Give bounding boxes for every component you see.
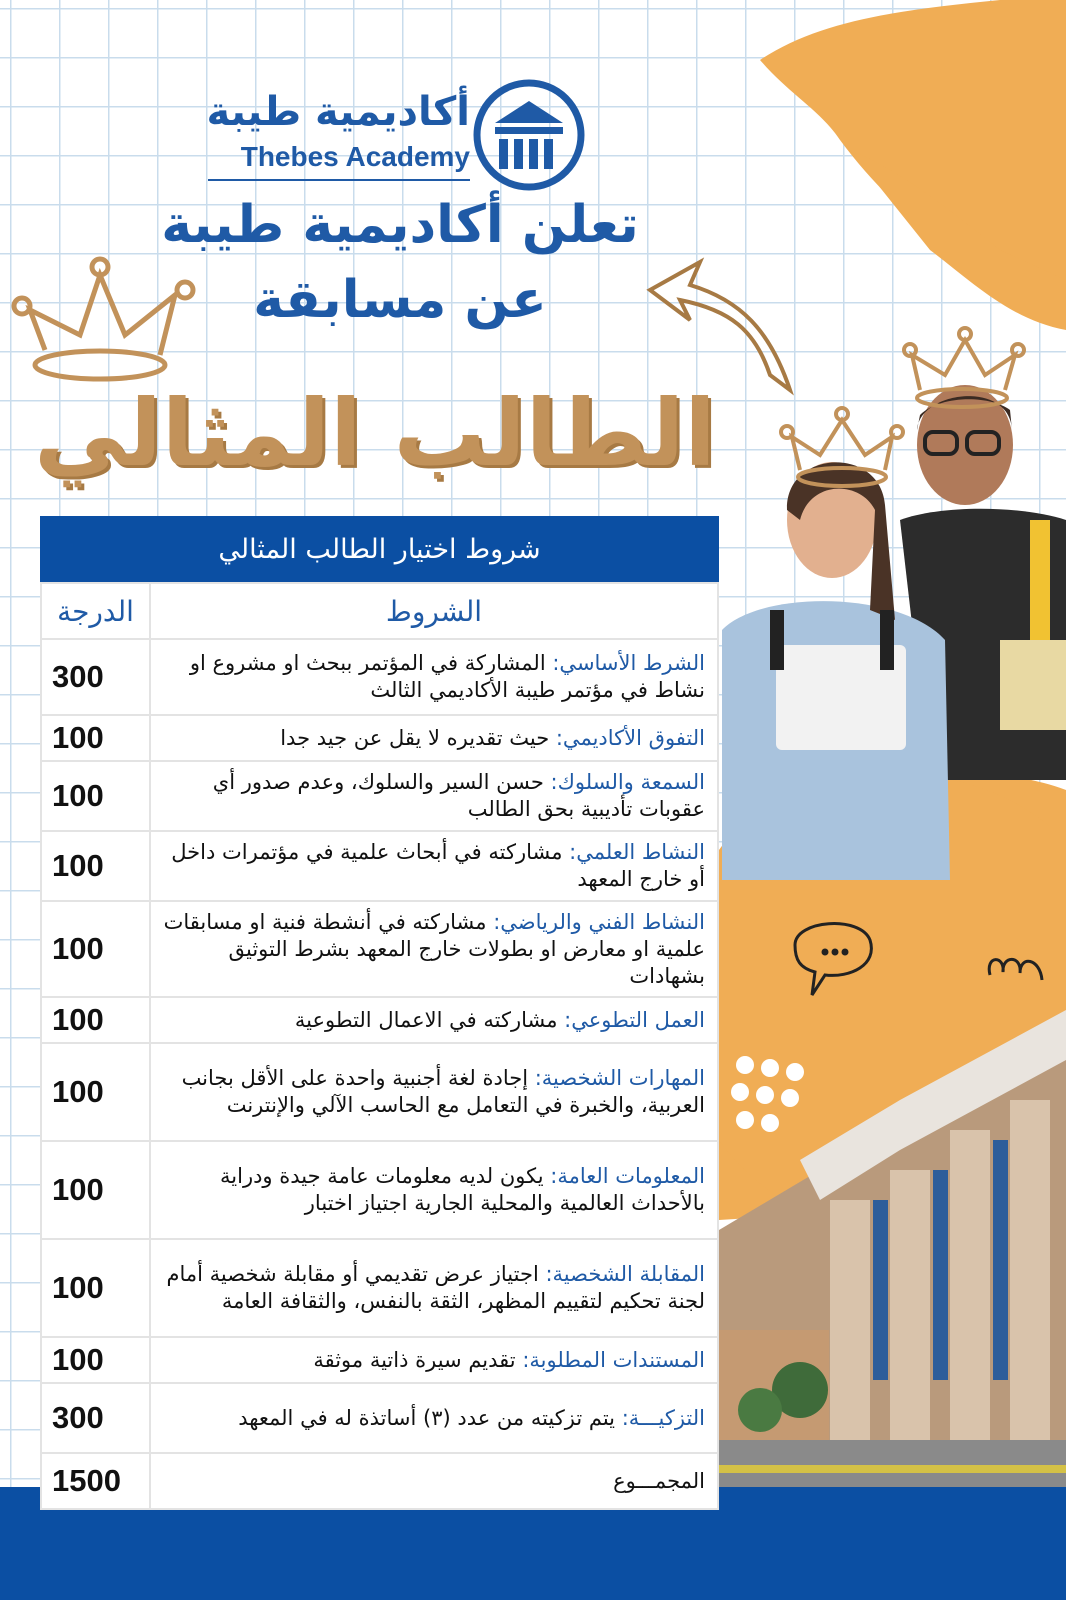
- logo-name-arabic: أكاديمية طيبة: [206, 89, 470, 135]
- table-row: [41, 1239, 718, 1337]
- condition-text: إجادة لغة أجنبية واحدة على الأقل بجانب العربية، والخبرة في التعامل مع الحاسب الآلي والإنترنت: [181, 1066, 705, 1117]
- headline-line-2: عن مسابقة: [253, 270, 547, 330]
- condition-label: المقابلة الشخصية:: [545, 1262, 705, 1286]
- score-cell: 100: [41, 1239, 150, 1337]
- table-header-row: [41, 583, 718, 639]
- arrow-decoration: [650, 262, 790, 390]
- condition-text: يتم تزكيته من عدد (٣) أساتذة له في المعهد: [238, 1405, 622, 1430]
- condition-cell: [150, 1383, 718, 1453]
- condition-text: مشاركته في أبحاث علمية في مؤتمرات داخل أو خارج المعهد: [171, 840, 705, 891]
- condition-text: المشاركة في المؤتمر ببحث او مشروع او نشاط في مؤتمر طيبة الأكاديمي الثالث: [189, 651, 705, 702]
- condition-label: التزكيـــة:: [621, 1405, 705, 1430]
- score-cell: 100: [41, 997, 150, 1043]
- condition-text: مشاركته في أنشطة فنية او مسابقات علمية او معارض او بطولات خارج المعهد بشرط التوثيق بشهادات: [163, 909, 705, 988]
- condition-label: المستندات المطلوبة:: [522, 1347, 705, 1372]
- conditions-grid: [40, 582, 719, 1510]
- score-cell: 100: [41, 761, 150, 831]
- footer-blue-band-left: [0, 1488, 40, 1600]
- condition-cell: [150, 831, 718, 901]
- condition-label: السمعة والسلوك:: [550, 770, 705, 794]
- score-cell: 100: [41, 1141, 150, 1239]
- table-body: [41, 639, 718, 1509]
- score-cell: 300: [41, 639, 150, 715]
- score-cell: 100: [41, 1337, 150, 1383]
- table-row: [41, 1337, 718, 1383]
- logo-divider: [208, 179, 470, 181]
- condition-label: النشاط الفني والرياضي:: [493, 909, 705, 934]
- score-cell: 100: [41, 901, 150, 997]
- condition-label: الشرط الأساسي:: [552, 651, 705, 675]
- condition-text: تقديم سيرة ذاتية موثقة: [313, 1347, 523, 1372]
- condition-cell: [150, 761, 718, 831]
- table-row: [41, 639, 718, 715]
- condition-cell: [150, 901, 718, 997]
- condition-label: المعلومات العامة:: [550, 1164, 705, 1188]
- condition-label: النشاط العلمي:: [569, 840, 705, 864]
- total-row: [41, 1453, 718, 1509]
- condition-label: المهارات الشخصية:: [534, 1066, 705, 1090]
- table-title: شروط اختيار الطالب المثالي: [40, 516, 719, 582]
- score-cell: 100: [41, 1043, 150, 1141]
- score-cell: 300: [41, 1383, 150, 1453]
- condition-text: يكون لديه معلومات عامة جيدة ودراية بالأحداث العالمية والمحلية الجارية اجتياز اختبار: [220, 1164, 705, 1215]
- table-row: [41, 761, 718, 831]
- condition-cell: [150, 1043, 718, 1141]
- table-row: [41, 997, 718, 1043]
- condition-text: حسن السير والسلوك، وعدم صدور أي عقوبات تأديبية بحق الطالب: [212, 770, 705, 821]
- total-score: 1500: [41, 1453, 150, 1509]
- condition-text: مشاركته في الاعمال التطوعية: [294, 1007, 565, 1032]
- score-cell: 100: [41, 715, 150, 761]
- condition-cell: [150, 997, 718, 1043]
- main-title: الطالب المثالي: [34, 380, 716, 487]
- table-row: [41, 831, 718, 901]
- academy-logo: [195, 75, 595, 195]
- col-header-conditions: الشروط: [150, 583, 718, 639]
- condition-label: التفوق الأكاديمي:: [555, 725, 705, 750]
- condition-cell: [150, 1337, 718, 1383]
- table-row: [41, 1141, 718, 1239]
- score-cell: 100: [41, 831, 150, 901]
- table-row: [41, 1043, 718, 1141]
- condition-cell: [150, 1141, 718, 1239]
- table-row: [41, 901, 718, 997]
- condition-label: العمل التطوعي:: [564, 1007, 705, 1032]
- table-row: [41, 1383, 718, 1453]
- col-header-score: الدرجة: [41, 583, 150, 639]
- condition-cell: [150, 1239, 718, 1337]
- condition-cell: [150, 715, 718, 761]
- condition-text: اجتياز عرض تقديمي أو مقابلة شخصية أمام لجنة تحكيم لتقييم المظهر، الثقة بالنفس، والثقافة العامة: [166, 1262, 705, 1313]
- logo-name-english: Thebes Academy: [240, 141, 470, 172]
- condition-text: حيث تقديره لا يقل عن جيد جدا: [280, 725, 556, 750]
- table-row: [41, 715, 718, 761]
- condition-cell: [150, 639, 718, 715]
- conditions-table: [40, 516, 719, 1510]
- headline-line-1: تعلن أكاديمية طيبة: [161, 195, 639, 255]
- academy-emblem-icon: [473, 79, 585, 191]
- total-label: المجمـــوع: [150, 1453, 718, 1509]
